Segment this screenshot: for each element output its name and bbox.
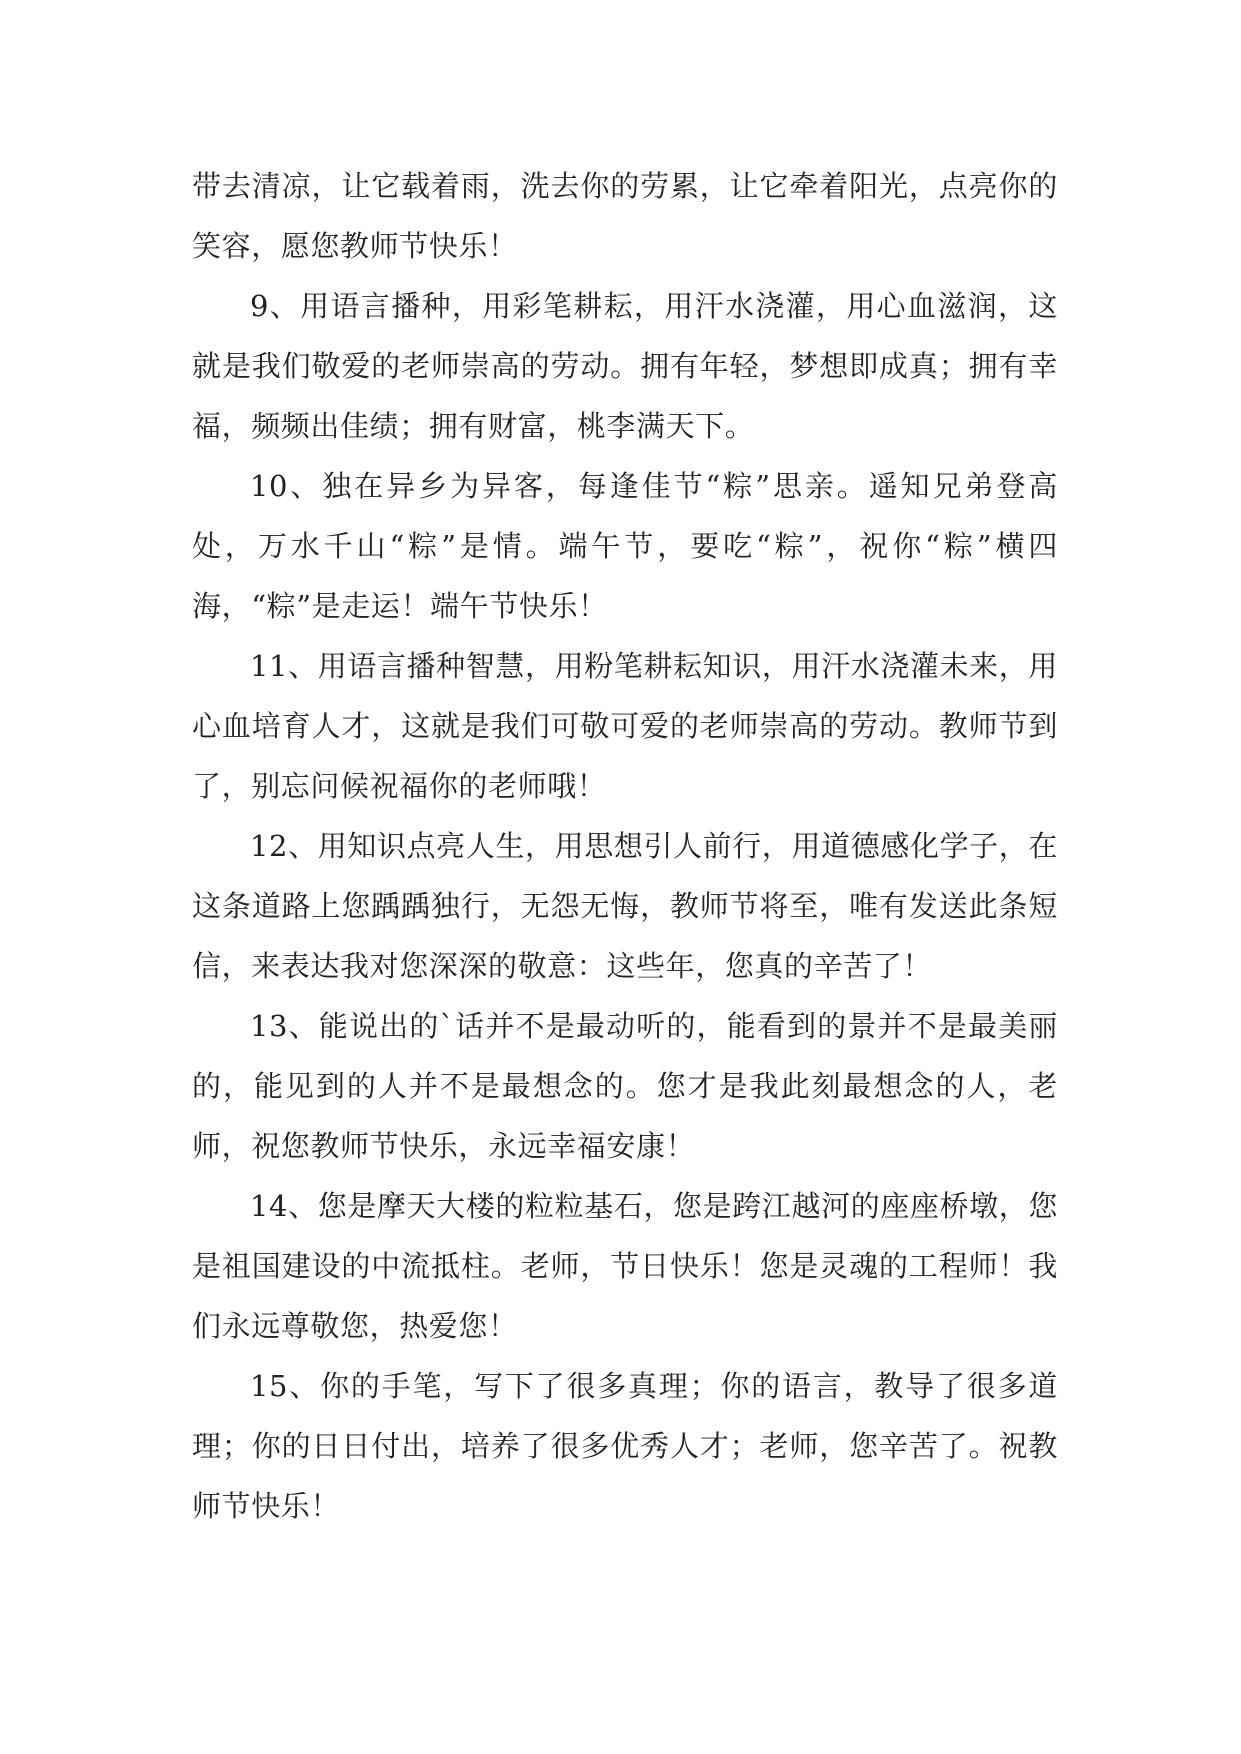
paragraph-10: 10、独在异乡为异客，每逢佳节“粽”思亲。遥知兄弟登高处，万水千山“粽”是情。端午节，要吃“粽”，祝你“粽”横四海，“粽”是走运！端午节快乐！ xyxy=(192,469,1058,623)
paragraph-9: 9、用语言播种，用彩笔耕耘，用汗水浇灌，用心血滋润，这就是我们敬爱的老师崇高的劳动。拥有年轻，梦想即成真；拥有幸福，频频出佳绩；拥有财富，桃李满天下。 xyxy=(192,289,1058,443)
paragraph-15: 15、你的手笔，写下了很多真理；你的语言，教导了很多道理；你的日日付出，培养了很多优秀人才；老师，您辛苦了。祝教师节快乐！ xyxy=(192,1369,1058,1523)
paragraph-14: 14、您是摩天大楼的粒粒基石，您是跨江越河的座座桥墩，您是祖国建设的中流抵柱。老师，节日快乐！您是灵魂的工程师！我们永远尊敬您，热爱您！ xyxy=(192,1189,1058,1343)
paragraph-continuation: 带去清凉，让它载着雨，洗去你的劳累，让它牵着阳光，点亮你的笑容，愿您教师节快乐！ xyxy=(192,169,1058,263)
document-body xyxy=(192,156,1058,1536)
paragraph-12: 12、用知识点亮人生，用思想引人前行，用道德感化学子，在这条道路上您踽踽独行，无怨无悔，教师节将至，唯有发送此条短信，来表达我对您深深的敬意：这些年，您真的辛苦了！ xyxy=(192,829,1058,983)
paragraph-11: 11、用语言播种智慧，用粉笔耕耘知识，用汗水浇灌未来，用心血培育人才，这就是我们可敬可爱的老师崇高的劳动。教师节到了，别忘问候祝福你的老师哦！ xyxy=(192,649,1058,803)
paragraph-13: 13、能说出的`话并不是最动听的，能看到的景并不是最美丽的，能见到的人并不是最想念的。您才是我此刻最想念的人，老师，祝您教师节快乐，永远幸福安康！ xyxy=(192,1009,1058,1163)
